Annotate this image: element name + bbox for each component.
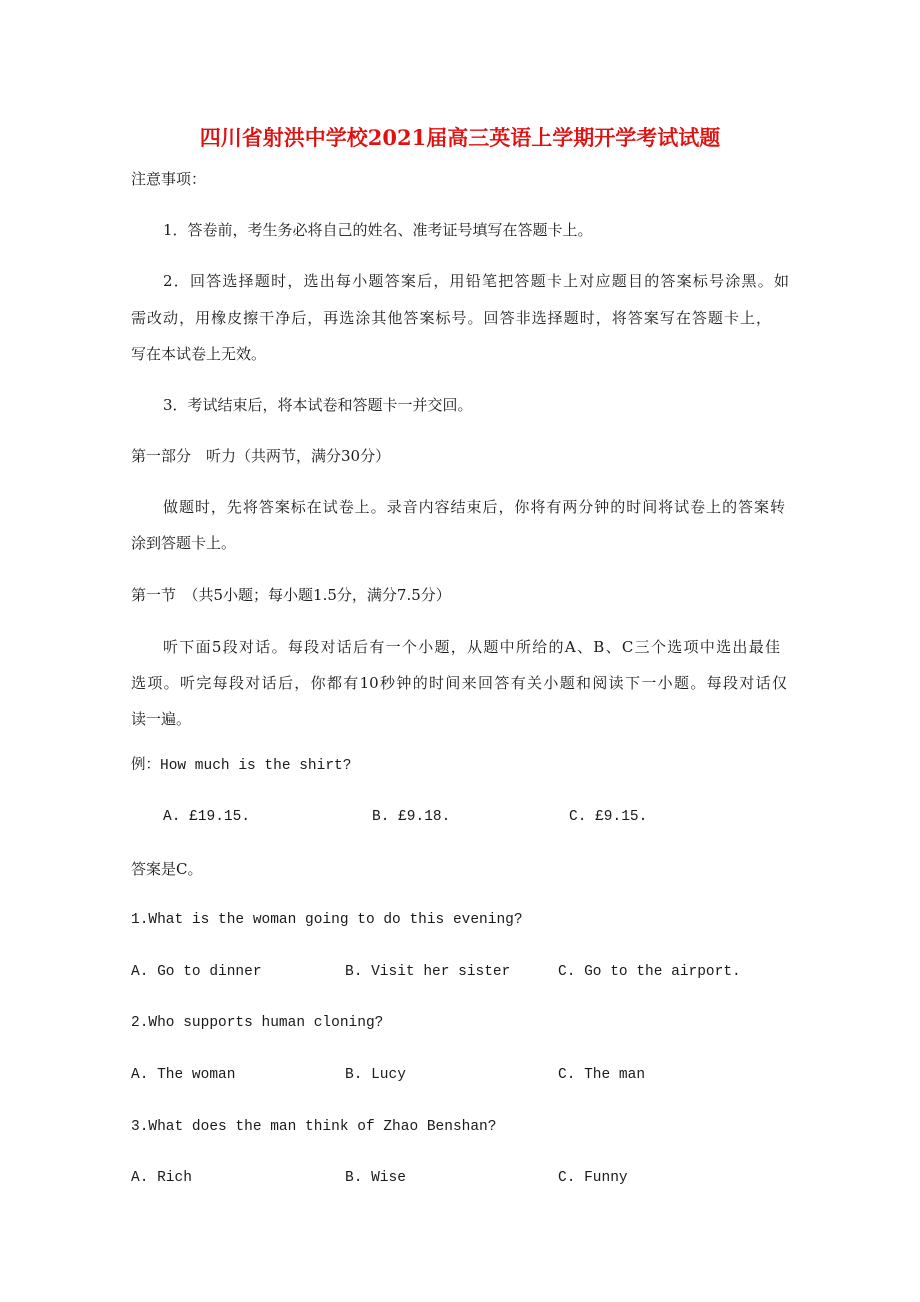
example-option-c: C. £9.15.: [569, 809, 648, 825]
question-2: 2.Who supports human cloning?: [131, 1015, 384, 1031]
notice-item-2-line: 2．回答选择题时，选出每小题答案后，用铅笔把答题卡上对应题目的答案标号涂黑。如: [163, 272, 789, 290]
question-1-option-c: C. Go to the airport.: [558, 964, 741, 980]
notice-item-1: 1．答卷前，考生务必将自己的姓名、准考证号填写在答题卡上。: [163, 221, 593, 239]
question-2-option-b: B. Lucy: [345, 1067, 406, 1083]
document-title: 四川省射洪中学校2021届高三英语上学期开学考试试题: [199, 125, 721, 150]
section1-heading: 第一节 （共5小题；每小题1.5分，满分7.5分）: [131, 586, 451, 604]
notice-item-2-line: 需改动，用橡皮擦干净后，再选涂其他答案标号。回答非选择题时，将答案写在答题卡上，: [131, 309, 771, 327]
example-question: 例：How much is the shirt?: [131, 758, 352, 774]
example-answer: 答案是C。: [131, 860, 203, 878]
section1-instruction-line: 读一遍。: [131, 710, 192, 728]
section1-instruction-line: 选项。听完每段对话后，你都有10秒钟的时间来回答有关小题和阅读下一小题。每段对话仅: [131, 674, 787, 692]
part1-instruction-line: 涂到答题卡上。: [131, 534, 237, 552]
section1-instruction-line: 听下面5段对话。每段对话后有一个小题，从题中所给的A、B、C三个选项中选出最佳: [163, 638, 780, 656]
notice-item-2-line: 写在本试卷上无效。: [131, 345, 267, 363]
question-1-option-a: A. Go to dinner: [131, 964, 262, 980]
example-option-a: A. £19.15.: [163, 809, 251, 825]
part1-instruction-line: 做题时，先将答案标在试卷上。录音内容结束后，你将有两分钟的时间将试卷上的答案转: [163, 498, 785, 516]
notice-heading: 注意事项：: [131, 170, 207, 188]
example-option-b: B. £9.18.: [372, 809, 451, 825]
question-3: 3.What does the man think of Zhao Benshan?: [131, 1119, 497, 1135]
question-3-option-a: A. Rich: [131, 1170, 192, 1186]
question-1: 1.What is the woman going to do this evening?: [131, 912, 523, 928]
question-2-option-a: A. The woman: [131, 1067, 236, 1083]
question-3-option-c: C. Funny: [558, 1170, 628, 1186]
notice-item-3: 3．考试结束后，将本试卷和答题卡一并交回。: [163, 396, 473, 414]
question-2-option-c: C. The man: [558, 1067, 646, 1083]
question-1-option-b: B. Visit her sister: [345, 964, 511, 980]
part1-heading: 第一部分 听力（共两节，满分30分）: [131, 447, 391, 465]
question-3-option-b: B. Wise: [345, 1170, 406, 1186]
